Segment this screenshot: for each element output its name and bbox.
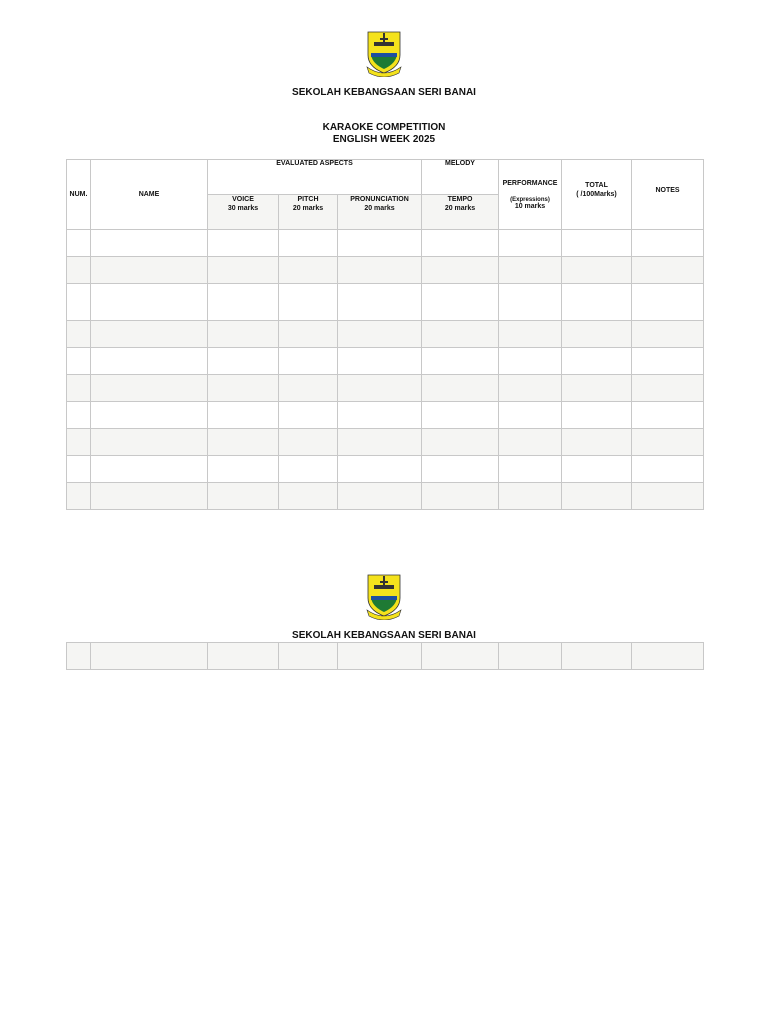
- competition-subtitle: ENGLISH WEEK 2025: [332, 134, 436, 145]
- table-row: [67, 483, 704, 510]
- table-row: [67, 643, 704, 670]
- header-voice: VOICE 30 marks: [208, 195, 279, 230]
- table-row: [67, 284, 704, 321]
- header-name: NAME: [91, 160, 208, 230]
- header-tempo: TEMPO 20 marks: [422, 195, 499, 230]
- school-name-heading: SEKOLAH KEBANGSAAN SERI BANAI: [292, 630, 476, 641]
- school-name-heading: SEKOLAH KEBANGSAAN SERI BANAI: [292, 87, 476, 98]
- header-row-top: [67, 160, 704, 195]
- table-row: [67, 402, 704, 429]
- header-total: TOTAL ( /100Marks): [562, 160, 632, 230]
- header-evaluated-aspects: EVALUATED ASPECTS: [208, 160, 422, 195]
- competition-title: KARAOKE COMPETITION: [322, 122, 446, 133]
- header-notes: NOTES: [632, 160, 704, 230]
- header-pitch: PITCH 20 marks: [279, 195, 338, 230]
- table-row: [67, 429, 704, 456]
- header-num: NUM.: [67, 160, 91, 230]
- score-sheet-table: [66, 159, 704, 510]
- school-crest-logo: [364, 29, 404, 77]
- table-row: [67, 456, 704, 483]
- header-performance: PERFORMANCE (Expressions) 10 marks: [499, 160, 562, 230]
- header-pronunciation: PRONUNCIATION 20 marks: [338, 195, 422, 230]
- table-row: [67, 230, 704, 257]
- score-sheet-table-continued: [66, 642, 704, 670]
- table-row: [67, 375, 704, 402]
- header-melody: MELODY: [422, 160, 499, 195]
- school-crest-logo: [364, 572, 404, 620]
- table-row: [67, 321, 704, 348]
- table-row: [67, 257, 704, 284]
- table-row: [67, 348, 704, 375]
